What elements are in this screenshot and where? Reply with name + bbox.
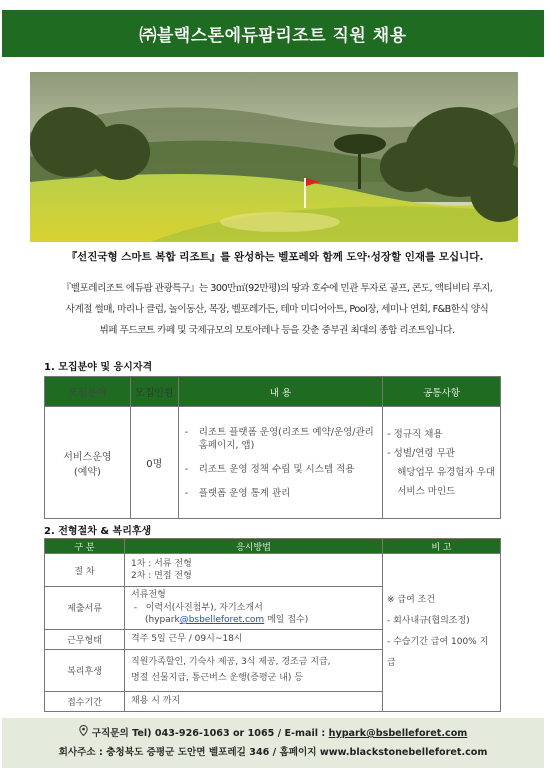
duty-item: - 리조트 플랫폼 운영(리조트 예약/운영/관리 홈페이지, 앱)	[185, 426, 379, 452]
header-method: 응시방법	[125, 539, 383, 554]
page-header	[2, 10, 544, 57]
header-field: 모집분야	[45, 377, 131, 407]
header-content: 내 용	[178, 377, 383, 407]
row-line: 1차 : 서류 전형	[131, 558, 192, 569]
note-line: - 수습기간 급여 100% 지급	[387, 637, 489, 669]
common-item: - 정규직 채용	[387, 428, 443, 440]
contact-line	[79, 724, 468, 743]
note-line: ※ 급여 조건	[387, 595, 436, 606]
intro-line: 뷔페 푸드코트 카페 및 국제규모의 모토아레나 등을 갖춘 중부권 최대의 종합 리조트입니다.	[99, 325, 455, 336]
header-category: 구 분	[45, 539, 125, 554]
process-row	[45, 554, 501, 587]
recruitment-table	[44, 376, 501, 519]
location-pin-icon	[79, 724, 88, 743]
row-value	[125, 649, 383, 691]
section1-title: 1. 모집분야 및 응시자격	[44, 362, 153, 373]
row-value: 격주 5일 근무 / 09시~18시	[125, 629, 383, 649]
address-line: 회사주소 : 충청북도 증평군 도안면 벨포레길 346 / 홈페이지 www.blackstonebelleforet.com	[58, 747, 488, 758]
row-value: 채용 시 까지	[125, 691, 383, 711]
row-line: 서류전형	[131, 590, 166, 600]
row-value	[125, 554, 383, 587]
duty-item: - 플랫폼 운영 통계 관리	[184, 487, 291, 499]
row-key: 근무형태	[45, 629, 125, 649]
common-item: - 성별/연령 무관	[387, 447, 455, 459]
row-value	[125, 587, 383, 630]
duty-text: 리조트 플랫폼 운영(리조트 예약/운영/관리 홈페이지, 앱)	[198, 426, 374, 451]
common-cell	[383, 407, 501, 519]
header-title: ㈜블랙스톤에듀팜리조트 직원 채용	[139, 26, 407, 46]
intro-paragraph	[52, 278, 502, 341]
email-prefix: (hypark	[145, 615, 180, 625]
email-link[interactable]: @bsbelleforet.com	[179, 615, 265, 625]
row-key: 절 차	[45, 554, 125, 587]
email-suffix: 메일 접수)	[264, 615, 309, 625]
header-common: 공통사항	[383, 377, 501, 407]
row-line: 명절 선물지급, 통근버스 운행(증평군 내) 등	[131, 673, 303, 683]
note-cell	[383, 554, 501, 712]
intro-line: 사계절 썰매, 마리나 클럽, 놀이동산, 목장, 벨포레가든, 테마 미디어아트, Pool장, 세미나 연회, F&B한식 양식	[65, 304, 489, 315]
row-line: 2차 : 면접 전형	[131, 571, 192, 581]
process-table	[44, 538, 501, 712]
row-key: 제출서류	[45, 587, 125, 630]
recruitment-header-row	[45, 377, 501, 407]
process-header-row	[45, 539, 501, 554]
row-line: 직원가족할인, 기숙사 제공, 3식 제공, 경조금 지급,	[131, 656, 331, 667]
common-item: 해당업무 유경험자 우대	[397, 466, 496, 478]
note-line: - 회사내규(협의조정)	[387, 616, 470, 627]
row-line-text: 이력서(사진첨부), 자기소개서	[145, 602, 263, 613]
contact-text: 구직문의 Tel) 043-926-1063 or 1065 / E-mail :	[91, 728, 329, 739]
header-note: 비 고	[383, 539, 501, 554]
duty-item: - 리조트 운영 정책 수립 및 시스템 적용	[184, 463, 355, 475]
field-cell	[45, 407, 131, 519]
common-item: 서비스 마인드	[397, 485, 456, 497]
contact-footer	[2, 718, 544, 768]
duty-text: 리조트 운영 정책 수립 및 시스템 적용	[198, 463, 355, 475]
row-key: 복리후생	[45, 649, 125, 691]
header-count: 모집인원	[130, 377, 178, 407]
duty-text: 플랫폼 운영 통계 관리	[198, 487, 291, 499]
section2-title: 2. 전형절차 & 복리후생	[44, 526, 152, 537]
intro-line: 『벨포레리조트 에듀팜 관광특구』는 300만㎡(92만평)의 땅과 호수에 민관 투자로 골프, 콘도, 액티비티 루지,	[61, 283, 493, 294]
hero-golf-image	[30, 72, 518, 242]
duties-cell	[178, 407, 383, 519]
field-value: 서비스운영 (예약)	[63, 451, 112, 478]
slogan-text: 『선진국형 스마트 복합 리조트』를 완성하는 벨포레와 함께 도약·성장할 인재를 모십니다.	[66, 251, 484, 263]
count-cell: 0명	[130, 407, 178, 519]
email-line	[131, 614, 376, 627]
row-key: 접수기간	[45, 691, 125, 711]
row-line: - 이력서(사진첨부), 자기소개서	[131, 602, 263, 613]
recruitment-row	[45, 407, 501, 519]
footer-email-link[interactable]: hypark@bsbelleforet.com	[328, 728, 468, 739]
